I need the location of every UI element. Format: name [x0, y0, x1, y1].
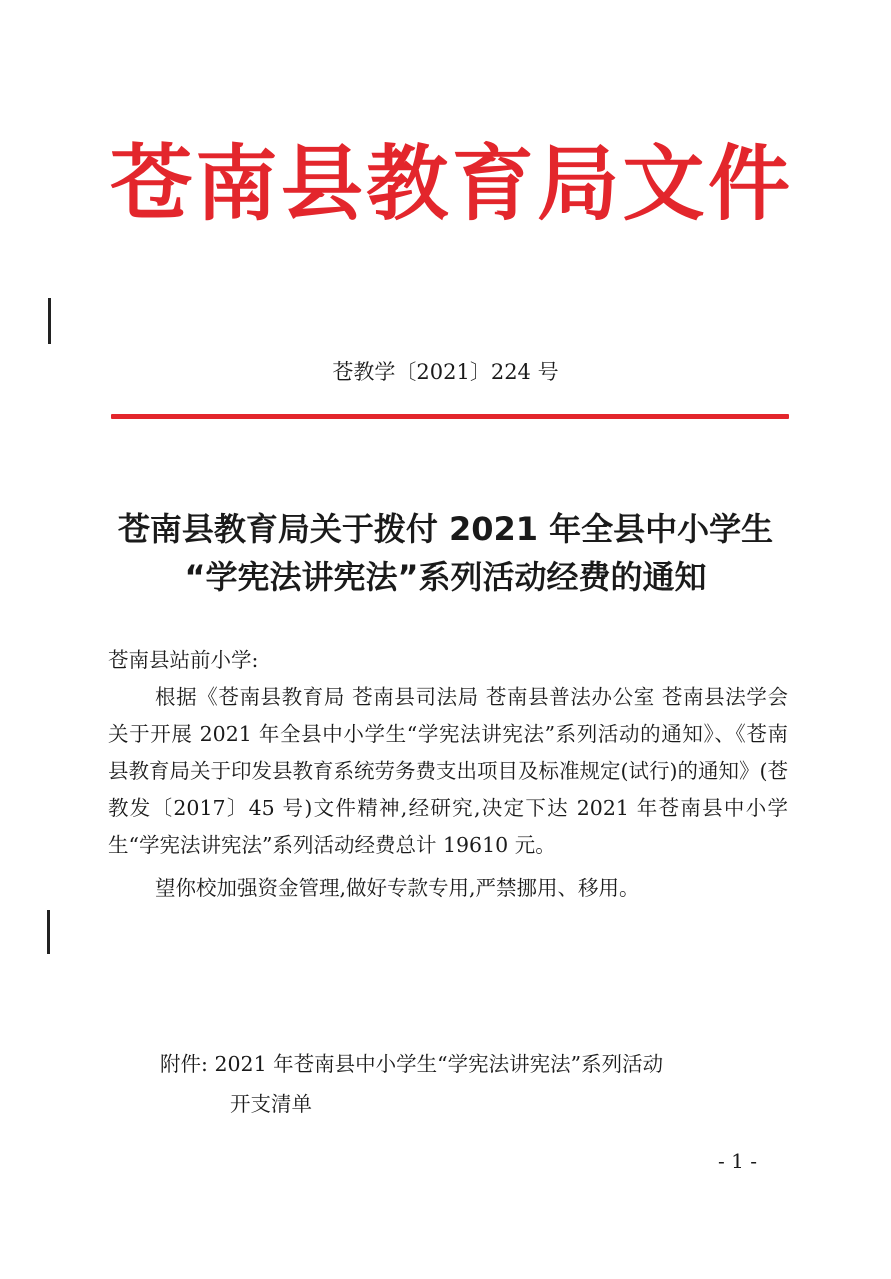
masthead-char: 南: [195, 137, 278, 232]
document-number: 苍教学〔2021〕224 号: [332, 360, 559, 384]
title-line-2: “学宪法讲宪法”系列活动经费的通知: [184, 558, 707, 596]
body-paragraph-1: 根据《苍南县教育局 苍南县司法局 苍南县普法办公室 苍南县法学会关于开展 2021 年全县中小学生“学宪法讲宪法”系列活动的通知》、《苍南县教育局关于印发县教育系统劳务费支出项目及标准规定(试行)的通知》(苍教发〔2017〕45 号)文件精神,经研究,决定下达 2021 年苍南县中小学生“学宪法讲宪法”系列活动经费总计 19610 元。: [108, 685, 788, 857]
masthead-char: 育: [451, 137, 534, 232]
notice-body: [108, 642, 788, 907]
binding-mark: [48, 298, 51, 344]
masthead-char: 教: [366, 137, 449, 232]
red-divider-line: [111, 414, 789, 419]
attachment-line-2: 开支清单: [230, 1092, 312, 1116]
masthead-char: 文: [622, 137, 705, 232]
binding-mark: [47, 910, 50, 954]
masthead-char: 局: [537, 137, 620, 232]
masthead-title: [110, 130, 790, 240]
masthead-char: 县: [280, 137, 363, 232]
salutation: 苍南县站前小学:: [108, 648, 259, 672]
masthead-char: 苍: [110, 137, 193, 232]
attachment-line-1: 2021 年苍南县中小学生“学宪法讲宪法”系列活动: [214, 1052, 664, 1076]
notice-title: [0, 505, 891, 601]
page-number: - 1 -: [718, 1149, 757, 1173]
body-paragraph-2: 望你校加强资金管理,做好专款专用,严禁挪用、移用。: [155, 876, 640, 900]
attachment-note: [160, 1044, 800, 1124]
masthead-char: 件: [707, 137, 790, 232]
attachment-label: 附件:: [160, 1052, 208, 1076]
title-line-1: 苍南县教育局关于拨付 2021 年全县中小学生: [117, 510, 774, 548]
